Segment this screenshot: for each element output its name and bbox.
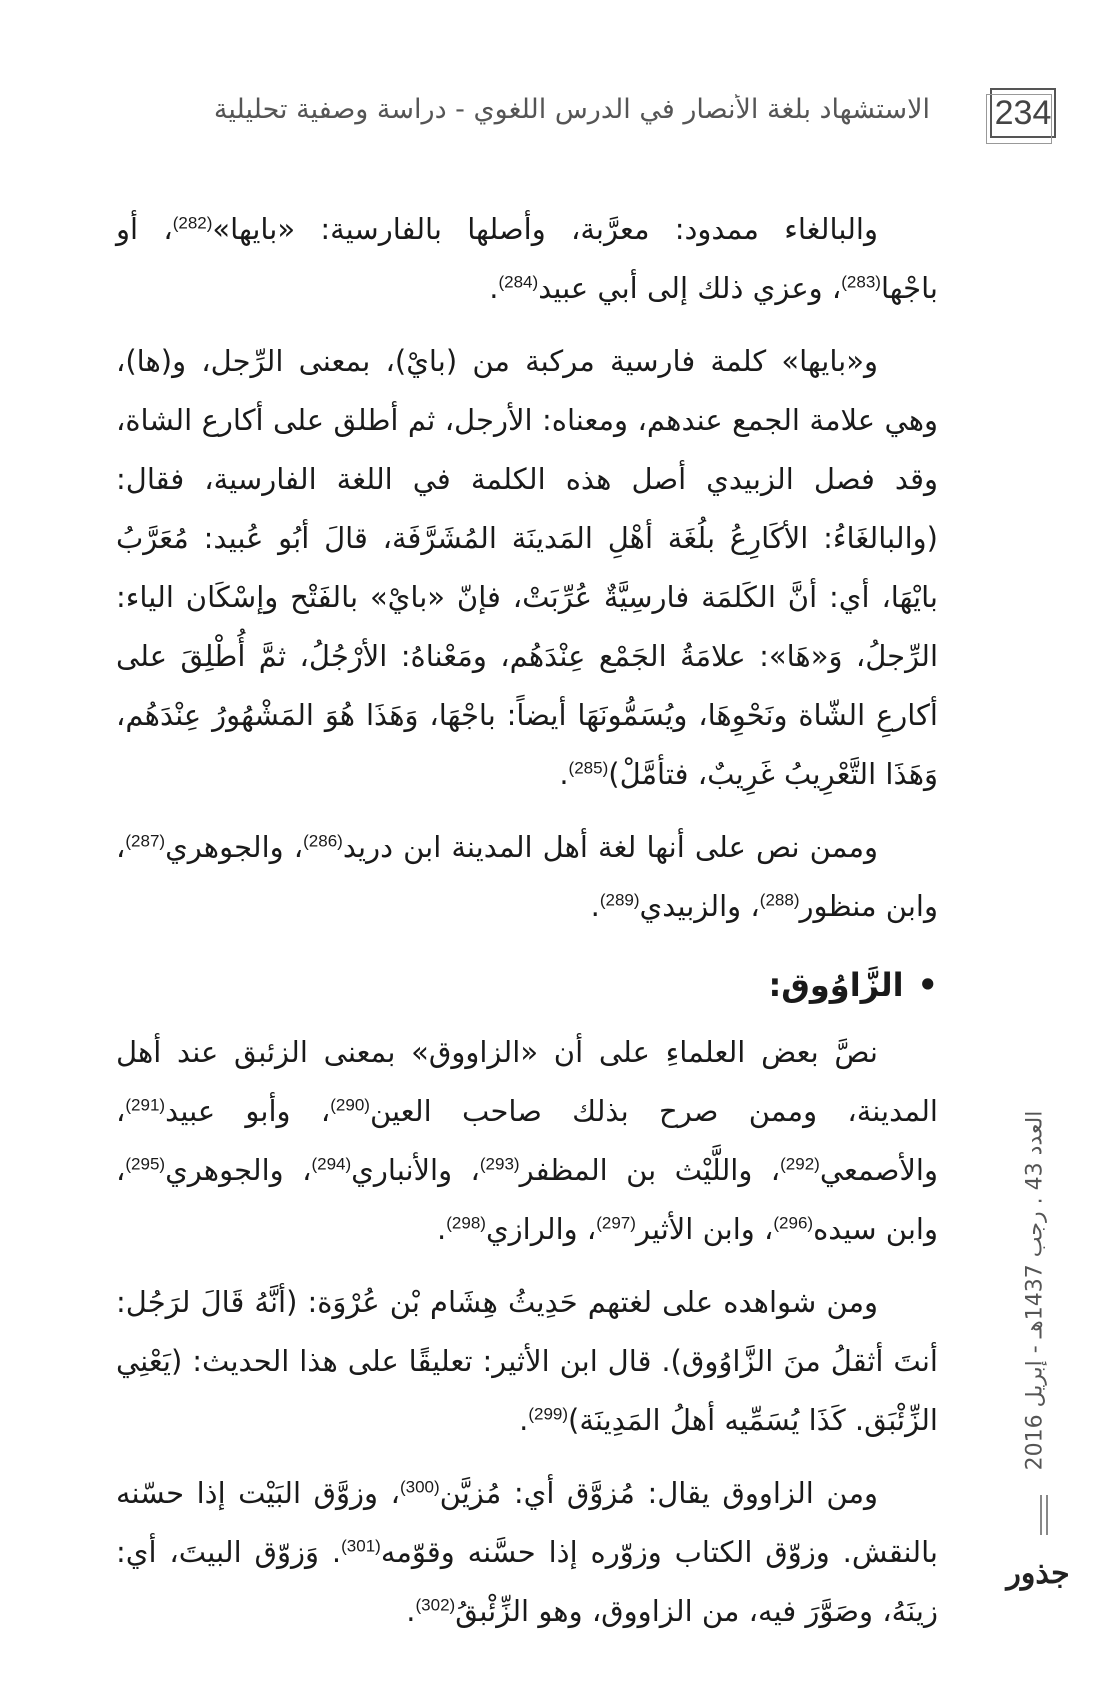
footnote-ref: (298) (446, 1213, 486, 1233)
text-run: . (519, 1403, 529, 1437)
body-text (116, 200, 938, 1655)
paragraph (116, 200, 938, 318)
footnote-ref: (301) (341, 1536, 381, 1556)
text-run: ، وزوَّق البَيْت إذا حسّنه بالنقش. وزوّق الكتاب وزوّره إذا حسَّنه وقوّمه (116, 1476, 938, 1569)
divider (1046, 1495, 1048, 1535)
text-run: ، والرازي (485, 1212, 597, 1246)
text-run: ، والأنباري (351, 1153, 480, 1187)
text-run: وممن نص على أنها لغة أهل المدينة ابن دريد (342, 830, 878, 864)
text-run: . وَزوّق البيتَ، أي: زينَهُ، وصَوَّرَ فيه، من الزاووق، وهو الزِّئْبقُ (116, 1535, 938, 1628)
footnote-ref: (292) (780, 1154, 820, 1174)
issue-info: العدد 43 . رجب 1437هـ - إبريل 2016 (1022, 1110, 1048, 1470)
footnote-ref: (289) (599, 890, 640, 910)
text-run: . (437, 1212, 447, 1246)
text-run: ، وابن منظور (116, 830, 938, 923)
text-run: ومن شواهده على لغتهم حَدِيثُ هِشَام بْن عُرْوَة: (أنَّهُ قَالَ لرَجُل: أنتَ أثقلُ منَ الزَّاوُوق). قال ابن الأثير: تعليقًا على هذا الحديث: (يَعْنِي الزِّئْبَق. كَذَا يُسَمِّيه أهلُ المَدِينَة) (116, 1285, 938, 1437)
journal-logo: جذور (1006, 1556, 1070, 1591)
text-run: والبالغاء ممدود: معرَّبة، وأصلها بالفارسية: «بايها» (212, 212, 878, 246)
running-title: الاستشهاد بلغة الأنصار في الدرس اللغوي - دراسة وصفية تحليلية (213, 94, 930, 125)
text-run: ، واللَّيْث بن المظفر (519, 1153, 781, 1187)
page-number: 234 (990, 88, 1056, 138)
text-run: ، وعزي ذلك إلى أبي عبيد (538, 271, 842, 305)
section-heading (116, 956, 938, 1015)
footnote-ref: (297) (596, 1213, 636, 1233)
footnote-ref: (302) (415, 1595, 456, 1615)
footnote-ref: (291) (125, 1095, 166, 1115)
text-run: ومن الزاووق يقال: مُزوَّق أي: مُزيَّن (439, 1476, 878, 1510)
footnote-ref: (283) (841, 272, 881, 292)
text-run: ، والجوهري (165, 1153, 312, 1187)
section-title: الزَّاوُوق: (768, 966, 904, 1004)
footnote-ref: (294) (311, 1154, 352, 1174)
text-run: ، وابن سيده (116, 1153, 938, 1246)
footnote-ref: (286) (303, 831, 343, 851)
text-run: ، أو باجْها (116, 212, 938, 305)
footnote-ref: (290) (330, 1095, 370, 1115)
divider (1040, 1495, 1042, 1535)
footnote-ref: (285) (568, 758, 609, 778)
footnote-ref: (282) (172, 213, 213, 233)
text-run: ، وأبو عبيد (165, 1094, 331, 1128)
text-run: و«بايها» كلمة فارسية مركبة من (بايْ)، بمعنى الرِّجل، و(ها)، وهي علامة الجمع عندهم، ومعناه: الأرجل، ثم أطلق على أكارع الشاة، وقد فصل الزبيدي أصل هذه الكلمة في اللغة الفارسية، فقال: (والبالغَاءُ: الأكَارِعُ بلُغَة أهْلِ المَدينَة المُشَرَّفَة، قالَ أبُو عُبيد: مُعَرَّبُ بايْهَا، أي: أنَّ الكَلمَة فارسِيَّةٌ عُرِّبَتْ، فإنّ «بايْ» بالفَتْح وإسْكَان الياء: الرِّجلُ، وَ«هَا»: علامَةُ الجَمْع عِنْدَهُم، ومَعْناهُ: الأرْجُلُ، ثمَّ أُطْلِقَ على أكارعِ الشّاة ونَحْوِهَا، ويُسَمُّونَهَا أيضاً: باجْهَا، وَهَذَا هُوَ المَشْهُورُ عِنْدَهُم، وَهَذَا التَّعْرِيبُ غَرِيبٌ، فتأمَّلْ) (116, 344, 938, 791)
paragraph (116, 1023, 938, 1259)
text-run: . (489, 271, 499, 305)
paragraphs-block-1 (116, 200, 938, 936)
paragraph (116, 1464, 938, 1641)
paragraphs-block-2 (116, 1023, 938, 1641)
issue-strip (1000, 1110, 1070, 1470)
footnote-ref: (293) (479, 1154, 520, 1174)
footnote-ref: (296) (773, 1213, 814, 1233)
text-run: . (590, 889, 600, 923)
text-run: ، والجوهري (165, 830, 304, 864)
text-run: ، والزبيدي (639, 889, 760, 923)
text-run: نصَّ بعض العلماءِ على أن «الزاووق» بمعنى الزئبق عند أهل المدينة، وممن صرح بذلك صاحب العين (116, 1035, 938, 1128)
footnote-ref: (295) (125, 1154, 166, 1174)
text-run: . (406, 1594, 416, 1628)
paragraph (116, 332, 938, 804)
footnote-ref: (287) (125, 831, 166, 851)
footnote-ref: (284) (498, 272, 539, 292)
text-run: ، والأصمعي (116, 1094, 938, 1187)
footnote-ref: (300) (399, 1477, 440, 1497)
text-run: . (559, 757, 569, 791)
paragraph (116, 818, 938, 936)
bullet-icon: • (917, 966, 938, 1004)
footnote-ref: (299) (528, 1404, 569, 1424)
footnote-ref: (288) (759, 890, 800, 910)
text-run: ، وابن الأثير (635, 1212, 774, 1246)
paragraph (116, 1273, 938, 1450)
